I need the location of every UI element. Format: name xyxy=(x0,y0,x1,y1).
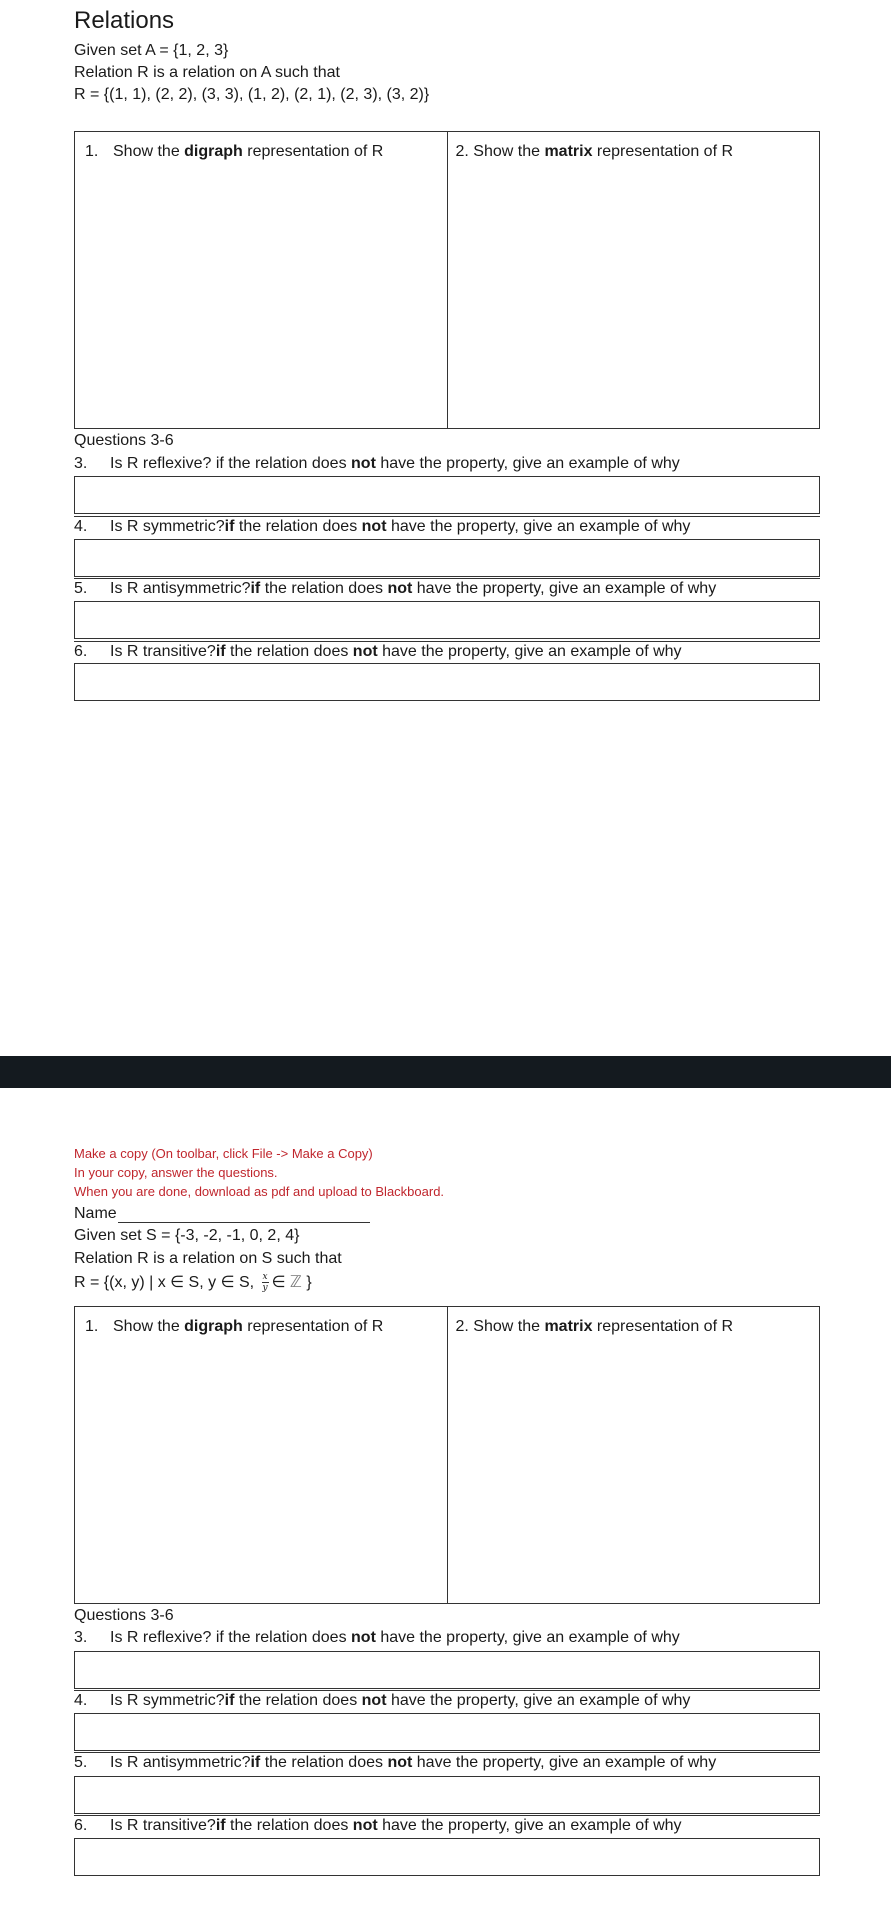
fraction-x-over-y: $\frac{x}{y}$ xyxy=(262,1272,268,1294)
relation-definition: R = {(1, 1), (2, 2), (3, 3), (1, 2), (2, 1), (2, 3), (3, 2)} xyxy=(74,86,430,103)
page-title: Relations xyxy=(74,7,175,34)
question-5: 5. Is R antisymmetric?if the relation does not have the property, give an example of why xyxy=(74,1754,717,1771)
answer-box-3[interactable] xyxy=(74,476,820,514)
question-3: 3. Is R reflexive? if the relation does not have the property, give an example of why xyxy=(74,455,680,472)
given-set: Given set A = {1, 2, 3} xyxy=(74,42,229,59)
name-field xyxy=(74,1204,370,1223)
name-input-line[interactable] xyxy=(118,1207,370,1223)
answer-box-4[interactable] xyxy=(74,1713,820,1751)
question-6: 6. Is R transitive?if the relation does not have the property, give an example of why xyxy=(74,643,682,660)
relation-statement: Relation R is a relation on S such that xyxy=(74,1250,342,1267)
matrix-prompt: 2. Show the matrix representation of R xyxy=(455,143,734,160)
question-4: 4. Is R symmetric?if the relation does not have the property, give an example of why xyxy=(74,1692,691,1709)
answer-box-5[interactable] xyxy=(74,1776,820,1814)
digraph-prompt: 1. Show the digraph representation of R xyxy=(85,1318,384,1335)
digraph-answer-cell[interactable] xyxy=(75,132,447,428)
given-set: Given set S = {-3, -2, -1, 0, 2, 4} xyxy=(74,1227,300,1244)
answer-box-3[interactable] xyxy=(74,1651,820,1689)
matrix-answer-cell[interactable] xyxy=(447,1307,820,1603)
digraph-prompt: 1. Show the digraph representation of R xyxy=(85,143,384,160)
answer-box-4[interactable] xyxy=(74,539,820,577)
question-5: 5. Is R antisymmetric?if the relation does not have the property, give an example of why xyxy=(74,580,717,597)
questions-header: Questions 3-6 xyxy=(74,432,174,449)
page-separator xyxy=(0,1056,891,1088)
question-4: 4. Is R symmetric?if the relation does not have the property, give an example of why xyxy=(74,518,691,535)
digraph-answer-cell[interactable] xyxy=(75,1307,447,1603)
relation-definition: R = {(x, y) | x ∈ S, y ∈ S, $\frac{x}{y}$ ∈ ℤ } xyxy=(74,1272,312,1294)
answer-box-5[interactable] xyxy=(74,601,820,639)
question-3: 3. Is R reflexive? if the relation does not have the property, give an example of why xyxy=(74,1629,680,1646)
name-label: Name xyxy=(74,1205,117,1222)
matrix-prompt: 2. Show the matrix representation of R xyxy=(455,1318,734,1335)
representation-table xyxy=(74,131,820,429)
instruction-upload: When you are done, download as pdf and upload to Blackboard. xyxy=(74,1184,445,1199)
question-6: 6. Is R transitive?if the relation does not have the property, give an example of why xyxy=(74,1817,682,1834)
instruction-copy: Make a copy (On toolbar, click File -> Make a Copy) xyxy=(74,1146,373,1161)
answer-box-6[interactable] xyxy=(74,1838,820,1876)
representation-table xyxy=(74,1306,820,1604)
instruction-answer: In your copy, answer the questions. xyxy=(74,1165,278,1180)
matrix-answer-cell[interactable] xyxy=(447,132,820,428)
answer-box-6[interactable] xyxy=(74,663,820,701)
questions-header: Questions 3-6 xyxy=(74,1607,174,1624)
relation-statement: Relation R is a relation on A such that xyxy=(74,64,340,81)
